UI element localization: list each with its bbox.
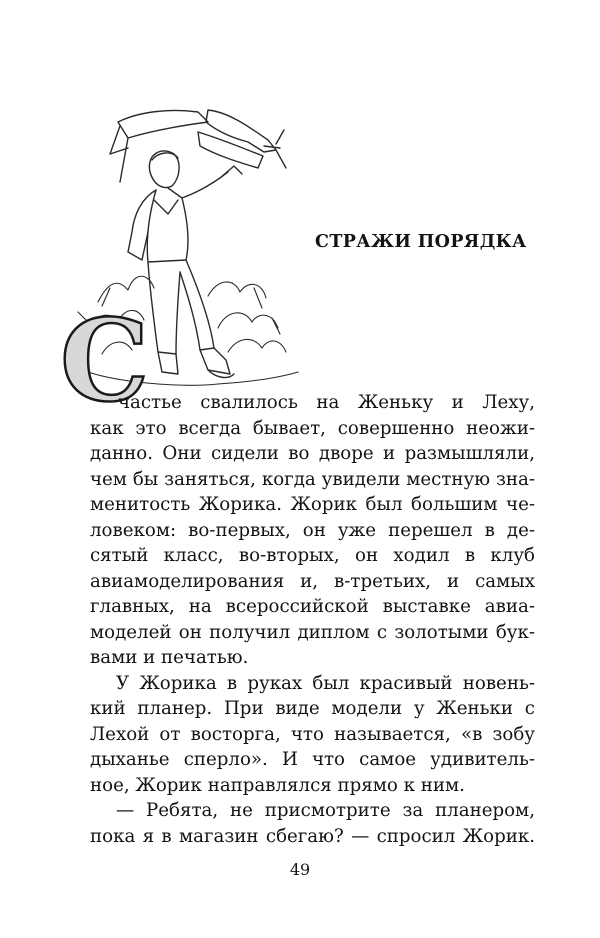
text-line: данно. Они сидели во дворе и размышляли, bbox=[90, 443, 535, 464]
text-line: авиамоделирования и, в-третьих, и самых bbox=[90, 570, 535, 592]
text-line: моделей он получил диплом с золотыми бук- bbox=[90, 621, 535, 643]
glider-drawing bbox=[110, 110, 286, 182]
drop-cap-letter: С bbox=[60, 296, 150, 412]
text-line: ное, Жорик направлялся прямо к ним. bbox=[90, 774, 465, 796]
text-line: частье свалилось на Женьку и Леху, bbox=[118, 392, 535, 413]
text-line: вами и печатью. bbox=[90, 647, 249, 668]
text-line: кий планер. При виде модели у Женьки с bbox=[90, 698, 535, 719]
text-line: как это всегда бывает, совершенно неожи- bbox=[90, 417, 535, 439]
page-number: 49 bbox=[289, 860, 311, 879]
body-text bbox=[90, 390, 535, 849]
text-line: дыханье сперло». И что самое удивитель- bbox=[90, 749, 535, 770]
text-line: чем бы заняться, когда увидели местную зна- bbox=[90, 468, 535, 490]
text-line: Лехой от восторга, что называется, «в зобу bbox=[90, 723, 535, 745]
boy-with-glider-illustration bbox=[58, 82, 308, 412]
text-line: У Жорика в руках был красивый новень- bbox=[116, 672, 535, 694]
text-line: менитость Жорика. Жорик был большим че- bbox=[90, 494, 535, 515]
chapter-title: СТРАЖИ ПОРЯДКА bbox=[315, 232, 527, 252]
text-line: — Ребята, не присмотрите за планером, bbox=[116, 800, 535, 821]
text-line: главных, на всероссийской выставке авиа- bbox=[90, 596, 535, 617]
text-line: ловеком: во-первых, он уже перешел в де- bbox=[90, 519, 535, 541]
text-line: пока я в магазин сбегаю? — спросил Жорик. bbox=[90, 825, 535, 847]
text-line: сятый класс, во-вторых, он ходил в клуб bbox=[90, 545, 535, 566]
